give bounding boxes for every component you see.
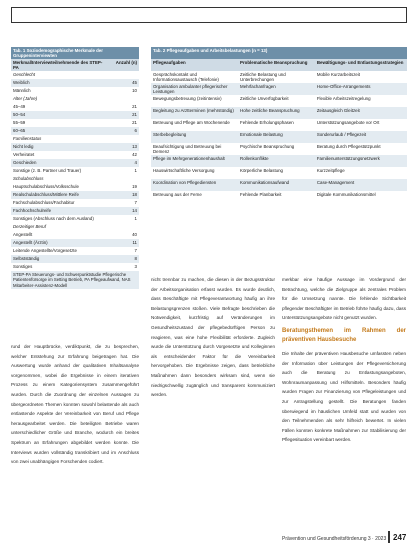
body-paragraph: merkbar eine häufige Aussage im Vordergrund der Betrachtung, welche die Zielgruppe als zentrales Problem für die Umsetzung nannte. Die fehlende Sichtbarkeit pflegender Beschäftigter im Betrieb führte häufig dazu, dass Unterstützungsangebote nicht genutzt wurden.	[282, 277, 406, 321]
table-row	[11, 71, 139, 79]
table-cell-value	[107, 223, 139, 231]
table-row	[151, 155, 407, 167]
section-heading: Beratungsthemen im Rahmen der präventiven Hausbesuche	[282, 327, 406, 343]
table-row	[11, 135, 139, 143]
table-cell: Case-Management	[316, 180, 355, 186]
table-cell-label: 50–54	[13, 112, 26, 118]
table-cell-label: 60–65	[13, 128, 26, 134]
table-cell-value	[107, 95, 139, 103]
table-cell: Unterstützungsangebote vor Ort	[316, 120, 380, 126]
table-row	[151, 71, 407, 83]
table-row	[11, 255, 139, 263]
table-cell-value	[107, 71, 139, 79]
table-cell: Mehrfachanfragen	[240, 84, 276, 90]
footer-divider	[388, 531, 390, 543]
table-cell: Beaufsichtigung und Betreuung bei Demenz	[153, 144, 222, 155]
table-cell: Koordination von Pflegediensten	[153, 180, 217, 186]
table-cell-value: 21	[132, 104, 137, 110]
table-cell-label: Geschlecht	[13, 72, 35, 78]
table-row	[151, 143, 407, 155]
table-cell-label: Angestellt	[13, 232, 33, 238]
table-care-tasks	[151, 47, 407, 203]
body-column-2	[151, 275, 275, 530]
table-cell: Sonderurlaub / Pflegezeit	[316, 132, 367, 138]
table-cell-label: 45–49	[13, 104, 26, 110]
table-cell-value: 42	[132, 152, 137, 158]
body-paragraph: nicht trennbar zu machen, die diesen in der Bezugsstruktur der Arbeitsorganisation erfasst wurden. Es wurde deutlich, dass Beschäftigte mit Pflegeverantwortung häufig an ihre Belastungsgrenzen stoßen. Viele Befragte beschrieben die Notwendigkeit, kurzfristig auf Veränderungen im Gesundheitszustand der pflegebedürftigen Person zu reagieren, was eine hohe Flexibilität erforderte. Zugleich wurde die Unterstützung durch Vorgesetzte und Kolleginnen als entscheidender Faktor für die Vereinbarkeit hervorgehoben. Die Ergebnisse zeigen, dass betriebliche Maßnahmen dann besonders wirksam sind, wenn sie niedrigschwellig zugänglich und transparent kommuniziert werden.	[151, 277, 275, 398]
table-cell-label: Geschieden	[13, 160, 37, 166]
table-cell: Zeitausgleich Gleitzeit	[316, 108, 360, 114]
table-cell-value: 19	[132, 184, 137, 190]
table-cell-value: 45	[132, 80, 137, 86]
table-row	[11, 223, 139, 231]
table-cell: Körperliche Belastung	[240, 168, 283, 174]
table-cell-label: Weiblich	[13, 80, 30, 86]
table-row	[11, 79, 139, 87]
table-cell-label: Realschulabschluss/Mittlere Reife	[13, 192, 79, 198]
table-row	[11, 103, 139, 111]
table-cell-label: Verheiratet	[13, 152, 35, 158]
table-cell-value: 11	[132, 240, 137, 246]
table-cell-value: 4	[134, 160, 137, 166]
table-cell-label: Nicht ledig	[13, 144, 34, 150]
table-caption: Tab. 2 Pflegeaufgaben und Arbeitsbelastungen (n = 13)	[151, 47, 407, 59]
body-column-3	[282, 275, 406, 530]
table-header-cell: Problematische Beanspruchung	[238, 59, 315, 71]
table-cell-value: 40	[132, 232, 137, 238]
table-row	[11, 175, 139, 183]
table-cell-label: Angestellt (Ärztin)	[13, 240, 48, 246]
table-cell-value: 8	[134, 256, 137, 262]
table-cell: Beratung durch Pflegestützpunkt	[316, 144, 381, 150]
table-cell: Hauswirtschaftliche Versorgung	[153, 168, 215, 174]
table-cell: Rollenkonflikte	[240, 156, 269, 162]
table-row	[11, 231, 139, 239]
table-row	[11, 87, 139, 95]
table-cell: Mobile Kurzarbeitszeit	[316, 72, 361, 77]
table-row	[151, 107, 407, 119]
table-cell: Bewegungsbetreuung (zeitintensiv)	[153, 96, 222, 102]
table-cell: Psychische Beanspruchung	[240, 144, 295, 150]
table-row	[151, 131, 407, 143]
table-cell: Fehlende Erholungsphasen	[240, 120, 294, 126]
table-row	[11, 143, 139, 151]
table-cell: Gesprächskontakt und Informationsaustausch (Telefonie)	[153, 72, 219, 83]
table-row	[11, 111, 139, 119]
table-row	[11, 119, 139, 127]
table-row	[11, 183, 139, 191]
table-cell: Organisation ambulanter pflegerischer Leistungen	[153, 84, 228, 95]
table-cell: Hohe zeitliche Beanspruchung	[240, 108, 300, 114]
table-cell-label: Sonstiges	[13, 264, 33, 270]
table-row	[11, 159, 139, 167]
table-sociodemographics	[11, 47, 139, 289]
table-row	[11, 239, 139, 247]
journal-footer: Prävention und Gesundheitsförderung 3 · 2023	[282, 536, 387, 542]
body-paragraph: Die Inhalte der präventiven Hausbesuche umfassten neben der Information über Leistungen der Pflegeversicherung auch die Beratung zu Entlastungsangeboten, Wohnraumanpassung und Hilfsmitteln. Besonders häufig wurden Fragen zur Finanzierung von Pflegeleistungen und zur Antragstellung gestellt. Die Beratungen fanden überwiegend im häuslichen Umfeld statt und wurden von den Teilnehmenden als sehr hilfreich bewertet. In vielen Fällen konnten konkrete Maßnahmen zur Stabilisierung der Pflegesituation vereinbart werden.	[282, 350, 406, 443]
table-cell: Begleitung zu Arztterminen (mehrstündig)	[153, 108, 234, 114]
table-cell: Sterbebegleitung	[153, 132, 187, 138]
table-footnote: STEP-PA Steuerungs- und Schwerpunktstudie Pflegerische Patientenfürsorge im Setting Betrieb, PA Pflegeaufwand, NAS Mitarbeiter-Assistenz-Modell	[11, 271, 139, 288]
table-header-cell: Bewältigungs- und Entlastungsstrategien	[315, 59, 407, 71]
table-cell-value	[107, 135, 139, 143]
table-row	[11, 199, 139, 207]
table-cell-label: Familienstatus	[13, 136, 42, 142]
table-row	[151, 191, 407, 203]
table-cell-label: 55–59	[13, 120, 26, 126]
table-cell: Betreuung aus der Ferne	[153, 192, 202, 198]
table-cell: Kommunikationsaufwand	[240, 180, 290, 186]
table-header-cell: Pflegeaufgaben	[151, 59, 238, 71]
table-row	[151, 95, 407, 107]
table-cell-label: Sonstiges (Abschluss nach dem Ausland)	[13, 216, 94, 222]
table-cell-value: 13	[132, 144, 137, 150]
table-cell: Flexible Arbeitszeitregelung	[316, 96, 371, 102]
table-cell: Familienunterstützungsnetzwerk	[316, 156, 380, 162]
table-row	[11, 191, 139, 199]
page-number: 247	[393, 533, 407, 542]
table-cell-label: Alter (Jahre)	[13, 96, 38, 102]
table-cell-value: 1	[134, 168, 137, 174]
table-cell-label: Derzeitiger Beruf	[13, 224, 46, 230]
table-row	[11, 207, 139, 215]
table-cell-value: 21	[132, 120, 137, 126]
table-cell-label: Männlich	[13, 88, 31, 94]
table-row	[151, 83, 407, 95]
table-cell-value: 7	[134, 248, 137, 254]
table-cell-label: Schulabschluss	[13, 176, 44, 182]
table-cell-value: 18	[132, 192, 137, 198]
table-row	[11, 95, 139, 103]
table-cell-value: 10	[132, 88, 137, 94]
table-row	[11, 215, 139, 223]
table-caption: Tab. 1 Soziodemographische Merkmale der Gruppeninterviewten	[11, 47, 139, 59]
body-column-1	[11, 342, 139, 530]
table-cell: Digitale Kommunikationsmittel	[316, 192, 376, 198]
table-row	[11, 247, 139, 255]
table-cell-value: 7	[134, 200, 137, 206]
table-row	[11, 263, 139, 271]
table-cell-label: Fachschulabschluss/Fachabitur	[13, 200, 75, 206]
table-cell-value: 1	[134, 216, 137, 222]
table-cell: Zeitliche Belastung und Unterbrechungen	[240, 72, 286, 83]
table-header-cell: Anzahl (n)	[107, 59, 139, 71]
table-row	[11, 127, 139, 135]
table-row	[11, 167, 139, 175]
table-row	[151, 119, 407, 131]
table-cell: Zeitliche Unverfügbarkeit	[240, 96, 289, 102]
table-cell-label: Selbstständig	[13, 256, 40, 262]
table-cell: Home-Office-Arrangements	[316, 84, 371, 90]
table-cell: Kurzzeitpflege	[316, 168, 345, 174]
table-cell: Emotionale Belastung	[240, 132, 283, 138]
table-cell: Betreuung und Pflege am Wochenende	[153, 120, 230, 126]
body-paragraph: rund der Hauptbrücke, verdiktpunkt, die zu besprechen, welcher Entstehung zur Erfahrung beigetragen hat. Die Auswertung wurde anhand der qualitativen Inhaltsanalyse vorgenommen, wobei die Ergebnisse in einem iterativen Prozess zu einem Kategoriensystem zusammengeführt wurden. Durch die Zuordnung der einzelnen Aussagen zu übergeordneten Themen konnten sowohl belastende als auch entlastende Aspekte der Vereinbarkeit von Beruf und Pflege herausgearbeitet werden. Die beteiligten Betriebe waren unterschiedlicher Größe und Branche, wodurch ein breites Spektrum an Erfahrungen abgebildet werden konnte. Die Interviews wurden vollständig transkribiert und im Anschluss von zwei unabhängigen Forschenden codiert.	[11, 344, 139, 465]
table-cell: Fehlende Planbarkeit	[240, 192, 282, 198]
table-row	[11, 151, 139, 159]
table-cell-value: 6	[134, 128, 137, 134]
table-cell-value: 3	[134, 264, 137, 270]
table-cell-value: 14	[132, 208, 137, 214]
table-row	[151, 167, 407, 179]
table-cell-label: Fachhochschulreife	[13, 208, 52, 214]
table-cell-label: Leitende Angestellte/Vorgesetzte	[13, 248, 77, 254]
table-cell: Pflege im Mehrgenerationenhaushalt	[153, 156, 225, 162]
table-cell-value: 21	[132, 112, 137, 118]
table-cell-value	[107, 175, 139, 183]
table-row	[151, 179, 407, 191]
table-header-cell: Merkmal/Interviewteilnehmende des STEP-PA	[11, 59, 107, 71]
running-header-frame	[11, 7, 407, 23]
table-cell-label: Hauptschulabschluss/Volksschule	[13, 184, 79, 190]
table-cell-label: Sonstige (z. B. Partner und Trauer)	[13, 168, 82, 174]
